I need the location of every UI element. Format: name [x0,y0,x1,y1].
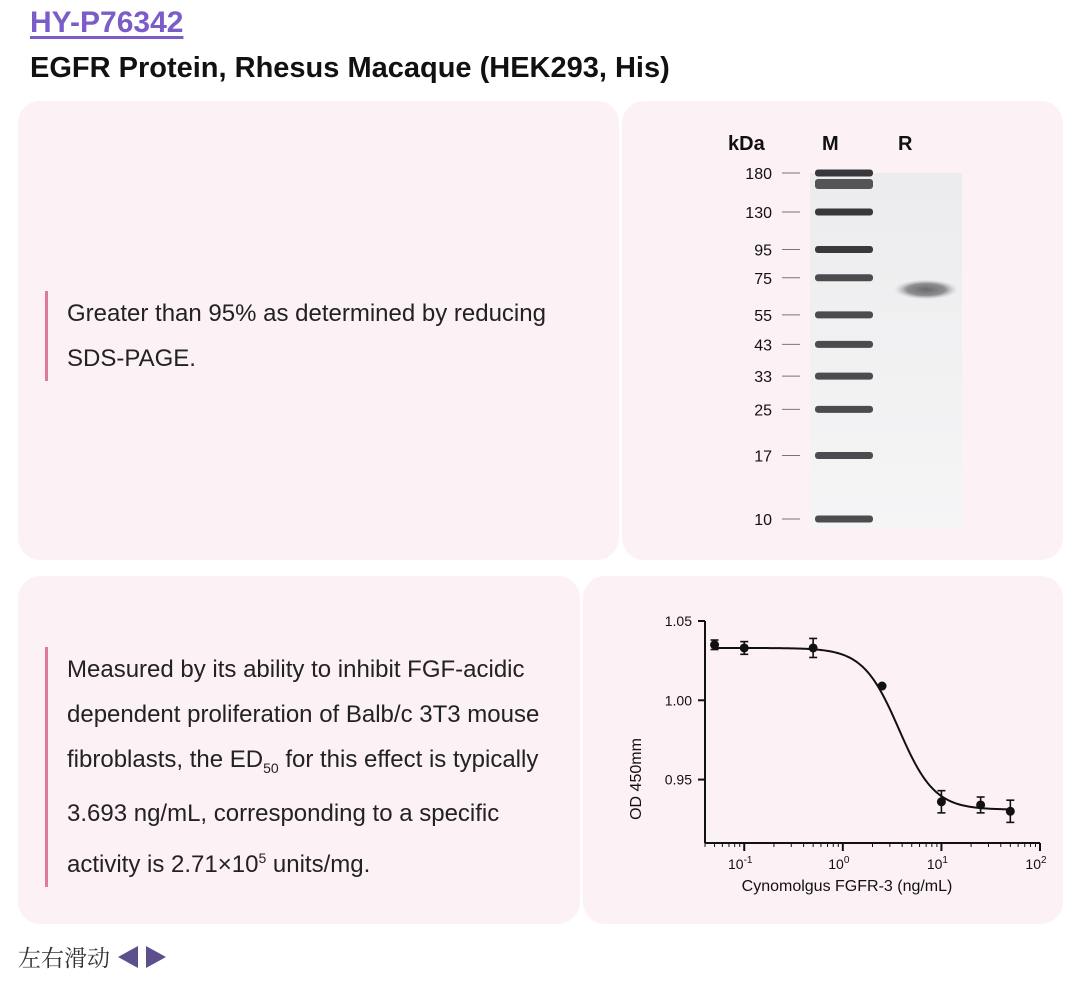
gel-marker-band [815,274,873,281]
x-tick-label: $10^{-1}$ [727,855,753,872]
gel-marker-label: 25 [754,402,772,420]
activity-chart-panel [583,576,1063,924]
purity-figure-panel [622,101,1063,560]
chart-x-axis-label: Cynomolgus FGFR-3 (ng/mL) [741,878,953,895]
gel-marker-label: 43 [754,337,772,355]
x-tick-label: $10^1$ [926,855,948,872]
gel-marker-label: 10 [754,512,772,529]
purity-text-panel [18,101,619,560]
data-point [937,797,946,806]
gel-marker-band [815,179,873,189]
gel-marker-label: 180 [745,166,772,183]
y-tick-label: 1.00 [664,692,692,709]
triangle-left-icon[interactable] [118,946,138,968]
activity-description: Measured by its ability to inhibit FGF-acidic dependent proliferation of Balb/c 3T3 mouse fibroblasts, the $ED_{50}$ for this effect is typically 3.693 ng/mL, corresponding to a specific activity is $2.71\times 10^5$ units/mg. [45,647,585,887]
gel-marker-band [815,170,873,177]
x-tick-label: $10^2$ [1025,855,1047,872]
gel-lane-label-r: R [898,133,913,155]
scroll-hint-text: 左右滑动 [18,946,110,972]
gel-marker-label: 17 [754,448,772,466]
gel-marker-band [815,311,873,318]
activity-dose-response-chart [583,576,1063,924]
gel-sample-band [894,280,958,300]
triangle-right-icon[interactable] [146,946,166,968]
data-point [740,643,749,652]
purity-description: Greater than 95% as determined by reducing SDS-PAGE. [45,291,585,381]
gel-marker-band [815,341,873,348]
data-point [878,682,887,691]
gel-marker-band [815,246,873,253]
product-title: EGFR Protein, Rhesus Macaque (HEK293, His) [30,52,670,84]
data-point [809,643,818,652]
gel-marker-label: 33 [754,369,772,387]
gel-marker-label: 55 [754,307,772,325]
data-point [710,640,719,649]
gel-marker-label: 130 [745,204,772,222]
gel-image [810,173,962,529]
gel-marker-band [815,406,873,413]
gel-marker-band [815,373,873,380]
gel-marker-label: 75 [754,270,772,288]
gel-lane-label-m: M [822,133,839,155]
activity-text-panel [18,576,580,924]
gel-marker-band [815,516,873,523]
data-point [1006,807,1015,816]
data-point [976,800,985,809]
sds-page-gel [622,101,1063,560]
gel-unit-label: kDa [728,133,765,155]
catalog-number-link[interactable]: HY-P76342 [30,6,184,39]
fit-curve [715,648,1011,809]
x-tick-label: $10^0$ [828,855,850,872]
gel-marker-band [815,208,873,215]
y-tick-label: 1.05 [664,613,692,629]
chart-y-axis-label: OD 450mm [628,738,645,820]
gel-marker-label: 95 [754,242,772,260]
y-tick-label: 0.95 [664,771,692,788]
gel-marker-band [815,452,873,459]
scroll-hint-bar [18,940,166,973]
